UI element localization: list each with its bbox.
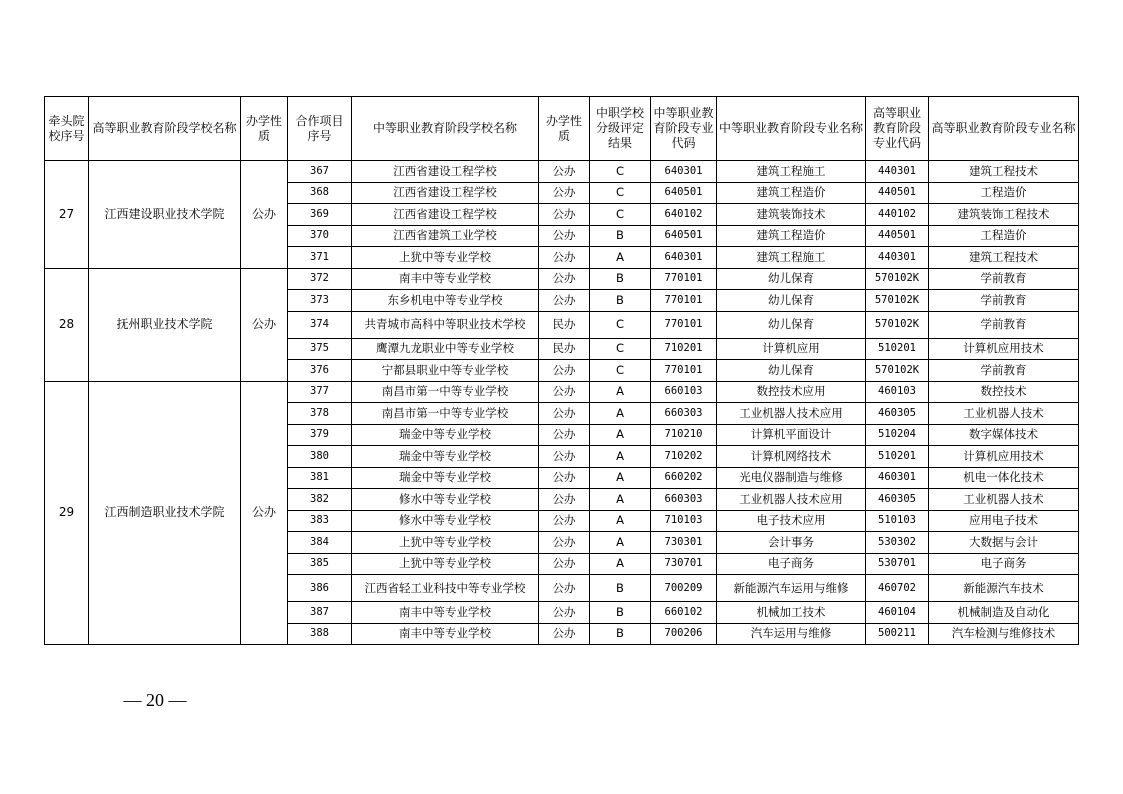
- secondary-school-nature-cell: 公办: [539, 532, 590, 554]
- higher-major-name-cell: 应用电子技术: [929, 510, 1079, 532]
- project-seq-cell: 378: [288, 403, 352, 425]
- project-seq-cell: 374: [288, 311, 352, 338]
- higher-major-code-cell: 440301: [866, 247, 929, 269]
- secondary-major-code-cell: 770101: [651, 268, 717, 290]
- project-seq-cell: 383: [288, 510, 352, 532]
- grade-result-cell: A: [590, 553, 651, 575]
- secondary-school-name-cell: 江西省建筑工业学校: [352, 225, 539, 247]
- secondary-school-nature-cell: 民办: [539, 311, 590, 338]
- lead-college-seq-cell: 28: [45, 268, 89, 381]
- project-seq-cell: 368: [288, 182, 352, 204]
- project-seq-cell: 377: [288, 381, 352, 403]
- secondary-school-nature-cell: 公办: [539, 403, 590, 425]
- secondary-school-name-cell: 南昌市第一中等专业学校: [352, 381, 539, 403]
- secondary-major-code-cell: 640501: [651, 182, 717, 204]
- secondary-major-code-cell: 710210: [651, 424, 717, 446]
- higher-major-name-cell: 新能源汽车技术: [929, 575, 1079, 602]
- higher-major-code-cell: 530302: [866, 532, 929, 554]
- project-seq-cell: 379: [288, 424, 352, 446]
- secondary-school-nature-cell: 公办: [539, 424, 590, 446]
- project-seq-cell: 367: [288, 161, 352, 183]
- grade-result-cell: B: [590, 268, 651, 290]
- higher-major-code-cell: 440501: [866, 225, 929, 247]
- higher-major-code-cell: 510103: [866, 510, 929, 532]
- higher-major-code-cell: 460103: [866, 381, 929, 403]
- secondary-school-nature-cell: 公办: [539, 381, 590, 403]
- grade-result-cell: A: [590, 446, 651, 468]
- project-seq-cell: 380: [288, 446, 352, 468]
- secondary-major-name-cell: 建筑工程施工: [717, 161, 866, 183]
- secondary-major-code-cell: 640102: [651, 204, 717, 226]
- secondary-major-name-cell: 建筑装饰技术: [717, 204, 866, 226]
- secondary-major-code-cell: 710201: [651, 338, 717, 360]
- grade-result-cell: A: [590, 247, 651, 269]
- header-lead-college-seq: 牵头院校序号: [45, 97, 89, 161]
- secondary-school-nature-cell: 公办: [539, 602, 590, 624]
- higher-major-code-cell: 440102: [866, 204, 929, 226]
- project-seq-cell: 375: [288, 338, 352, 360]
- secondary-school-nature-cell: 公办: [539, 510, 590, 532]
- higher-major-name-cell: 数字媒体技术: [929, 424, 1079, 446]
- project-seq-cell: 371: [288, 247, 352, 269]
- secondary-major-name-cell: 电子商务: [717, 553, 866, 575]
- higher-major-code-cell: 460301: [866, 467, 929, 489]
- higher-major-code-cell: 570102K: [866, 290, 929, 312]
- higher-major-name-cell: 建筑工程技术: [929, 247, 1079, 269]
- project-seq-cell: 370: [288, 225, 352, 247]
- higher-major-code-cell: 440501: [866, 182, 929, 204]
- project-seq-cell: 376: [288, 360, 352, 382]
- grade-result-cell: A: [590, 532, 651, 554]
- header-higher-major-name: 高等职业教育阶段专业名称: [929, 97, 1079, 161]
- secondary-school-name-cell: 鹰潭九龙职业中等专业学校: [352, 338, 539, 360]
- secondary-school-name-cell: 共青城市高科中等职业技术学校: [352, 311, 539, 338]
- higher-major-name-cell: 学前教育: [929, 311, 1079, 338]
- grade-result-cell: B: [590, 225, 651, 247]
- secondary-school-name-cell: 南昌市第一中等专业学校: [352, 403, 539, 425]
- secondary-school-name-cell: 南丰中等专业学校: [352, 623, 539, 645]
- project-seq-cell: 387: [288, 602, 352, 624]
- secondary-major-name-cell: 建筑工程施工: [717, 247, 866, 269]
- grade-result-cell: C: [590, 360, 651, 382]
- higher-major-name-cell: 建筑装饰工程技术: [929, 204, 1079, 226]
- secondary-school-name-cell: 修水中等专业学校: [352, 510, 539, 532]
- secondary-school-name-cell: 瑞金中等专业学校: [352, 446, 539, 468]
- secondary-major-code-cell: 660102: [651, 602, 717, 624]
- secondary-major-name-cell: 幼儿保育: [717, 311, 866, 338]
- secondary-school-name-cell: 南丰中等专业学校: [352, 602, 539, 624]
- secondary-school-nature-cell: 公办: [539, 575, 590, 602]
- table-row: [45, 268, 1079, 290]
- project-seq-cell: 382: [288, 489, 352, 511]
- secondary-major-name-cell: 工业机器人技术应用: [717, 489, 866, 511]
- secondary-school-name-cell: 东乡机电中等专业学校: [352, 290, 539, 312]
- header-higher-major-code: 高等职业教育阶段专业代码: [866, 97, 929, 161]
- secondary-major-code-cell: 660202: [651, 467, 717, 489]
- project-seq-cell: 369: [288, 204, 352, 226]
- grade-result-cell: B: [590, 623, 651, 645]
- higher-school-name-cell: 江西制造职业技术学院: [89, 381, 241, 645]
- secondary-major-code-cell: 730301: [651, 532, 717, 554]
- secondary-school-name-cell: 上犹中等专业学校: [352, 532, 539, 554]
- higher-school-name-cell: 抚州职业技术学院: [89, 268, 241, 381]
- grade-result-cell: A: [590, 489, 651, 511]
- secondary-school-nature-cell: 公办: [539, 290, 590, 312]
- header-secondary-school-nature: 办学性质: [539, 97, 590, 161]
- grade-result-cell: B: [590, 290, 651, 312]
- project-seq-cell: 381: [288, 467, 352, 489]
- grade-result-cell: C: [590, 338, 651, 360]
- higher-major-code-cell: 460305: [866, 403, 929, 425]
- higher-major-name-cell: 工程造价: [929, 182, 1079, 204]
- higher-major-code-cell: 440301: [866, 161, 929, 183]
- secondary-major-code-cell: 660303: [651, 403, 717, 425]
- higher-major-code-cell: 460305: [866, 489, 929, 511]
- project-seq-cell: 372: [288, 268, 352, 290]
- secondary-school-nature-cell: 公办: [539, 268, 590, 290]
- secondary-school-name-cell: 江西省建设工程学校: [352, 161, 539, 183]
- grade-result-cell: A: [590, 424, 651, 446]
- grade-result-cell: C: [590, 182, 651, 204]
- grade-result-cell: A: [590, 510, 651, 532]
- secondary-school-nature-cell: 公办: [539, 360, 590, 382]
- grade-result-cell: C: [590, 204, 651, 226]
- higher-major-name-cell: 计算机应用技术: [929, 446, 1079, 468]
- header-higher-school-name: 高等职业教育阶段学校名称: [89, 97, 241, 161]
- project-seq-cell: 388: [288, 623, 352, 645]
- secondary-major-name-cell: 计算机应用: [717, 338, 866, 360]
- project-seq-cell: 373: [288, 290, 352, 312]
- page-number: — 20 —: [123, 690, 187, 710]
- grade-result-cell: B: [590, 575, 651, 602]
- higher-major-name-cell: 数控技术: [929, 381, 1079, 403]
- secondary-major-code-cell: 640501: [651, 225, 717, 247]
- secondary-major-name-cell: 光电仪器制造与维修: [717, 467, 866, 489]
- project-seq-cell: 384: [288, 532, 352, 554]
- secondary-major-name-cell: 计算机平面设计: [717, 424, 866, 446]
- secondary-major-name-cell: 机械加工技术: [717, 602, 866, 624]
- secondary-school-name-cell: 上犹中等专业学校: [352, 247, 539, 269]
- secondary-school-nature-cell: 公办: [539, 467, 590, 489]
- higher-major-name-cell: 工程造价: [929, 225, 1079, 247]
- higher-major-code-cell: 460104: [866, 602, 929, 624]
- grade-result-cell: A: [590, 467, 651, 489]
- lead-college-seq-cell: 29: [45, 381, 89, 645]
- header-higher-school-nature: 办学性质: [241, 97, 288, 161]
- higher-major-code-cell: 510201: [866, 338, 929, 360]
- higher-major-code-cell: 510201: [866, 446, 929, 468]
- grade-result-cell: C: [590, 311, 651, 338]
- header-secondary-major-code: 中等职业教育阶段专业代码: [651, 97, 717, 161]
- secondary-major-code-cell: 640301: [651, 247, 717, 269]
- secondary-school-nature-cell: 公办: [539, 204, 590, 226]
- header-row: [45, 97, 1079, 161]
- secondary-major-code-cell: 640301: [651, 161, 717, 183]
- header-grade-result: 中职学校分级评定结果: [590, 97, 651, 161]
- higher-major-code-cell: 460702: [866, 575, 929, 602]
- secondary-school-name-cell: 宁都县职业中等专业学校: [352, 360, 539, 382]
- higher-major-name-cell: 学前教育: [929, 290, 1079, 312]
- project-seq-cell: 386: [288, 575, 352, 602]
- higher-major-name-cell: 建筑工程技术: [929, 161, 1079, 183]
- header-secondary-major-name: 中等职业教育阶段专业名称: [717, 97, 866, 161]
- secondary-major-name-cell: 幼儿保育: [717, 268, 866, 290]
- higher-major-code-cell: 500211: [866, 623, 929, 645]
- lead-college-seq-cell: 27: [45, 161, 89, 269]
- cooperation-projects-table: [44, 96, 1079, 645]
- secondary-school-nature-cell: 公办: [539, 182, 590, 204]
- secondary-school-name-cell: 江西省建设工程学校: [352, 204, 539, 226]
- secondary-school-name-cell: 瑞金中等专业学校: [352, 424, 539, 446]
- higher-school-nature-cell: 公办: [241, 161, 288, 269]
- higher-school-name-cell: 江西建设职业技术学院: [89, 161, 241, 269]
- secondary-major-code-cell: 730701: [651, 553, 717, 575]
- higher-major-name-cell: 机电一体化技术: [929, 467, 1079, 489]
- secondary-major-code-cell: 660103: [651, 381, 717, 403]
- secondary-school-name-cell: 南丰中等专业学校: [352, 268, 539, 290]
- higher-major-name-cell: 学前教育: [929, 268, 1079, 290]
- secondary-school-nature-cell: 公办: [539, 553, 590, 575]
- secondary-school-nature-cell: 公办: [539, 623, 590, 645]
- header-project-seq: 合作项目序号: [288, 97, 352, 161]
- higher-major-code-cell: 510204: [866, 424, 929, 446]
- secondary-school-name-cell: 修水中等专业学校: [352, 489, 539, 511]
- higher-major-name-cell: 电子商务: [929, 553, 1079, 575]
- higher-major-name-cell: 大数据与会计: [929, 532, 1079, 554]
- secondary-major-name-cell: 工业机器人技术应用: [717, 403, 866, 425]
- secondary-major-code-cell: 770101: [651, 290, 717, 312]
- secondary-major-code-cell: 710103: [651, 510, 717, 532]
- higher-school-nature-cell: 公办: [241, 381, 288, 645]
- secondary-major-name-cell: 新能源汽车运用与维修: [717, 575, 866, 602]
- secondary-major-name-cell: 会计事务: [717, 532, 866, 554]
- secondary-major-code-cell: 700206: [651, 623, 717, 645]
- secondary-major-code-cell: 660303: [651, 489, 717, 511]
- grade-result-cell: A: [590, 381, 651, 403]
- secondary-major-code-cell: 770101: [651, 360, 717, 382]
- secondary-major-code-cell: 770101: [651, 311, 717, 338]
- table-body: [45, 161, 1079, 645]
- project-seq-cell: 385: [288, 553, 352, 575]
- higher-major-code-cell: 530701: [866, 553, 929, 575]
- secondary-major-name-cell: 数控技术应用: [717, 381, 866, 403]
- secondary-school-nature-cell: 公办: [539, 247, 590, 269]
- higher-major-name-cell: 机械制造及自动化: [929, 602, 1079, 624]
- secondary-major-code-cell: 710202: [651, 446, 717, 468]
- secondary-major-code-cell: 700209: [651, 575, 717, 602]
- table-row: [45, 161, 1079, 183]
- secondary-major-name-cell: 计算机网络技术: [717, 446, 866, 468]
- higher-school-nature-cell: 公办: [241, 268, 288, 381]
- secondary-school-name-cell: 江西省建设工程学校: [352, 182, 539, 204]
- secondary-school-name-cell: 瑞金中等专业学校: [352, 467, 539, 489]
- secondary-major-name-cell: 建筑工程造价: [717, 182, 866, 204]
- higher-major-code-cell: 570102K: [866, 360, 929, 382]
- secondary-major-name-cell: 汽车运用与维修: [717, 623, 866, 645]
- secondary-school-nature-cell: 公办: [539, 225, 590, 247]
- secondary-major-name-cell: 建筑工程造价: [717, 225, 866, 247]
- higher-major-code-cell: 570102K: [866, 311, 929, 338]
- secondary-school-nature-cell: 公办: [539, 489, 590, 511]
- higher-major-name-cell: 学前教育: [929, 360, 1079, 382]
- grade-result-cell: C: [590, 161, 651, 183]
- secondary-major-name-cell: 电子技术应用: [717, 510, 866, 532]
- grade-result-cell: B: [590, 602, 651, 624]
- secondary-school-nature-cell: 公办: [539, 161, 590, 183]
- higher-major-name-cell: 工业机器人技术: [929, 489, 1079, 511]
- higher-major-name-cell: 工业机器人技术: [929, 403, 1079, 425]
- higher-major-name-cell: 汽车检测与维修技术: [929, 623, 1079, 645]
- secondary-major-name-cell: 幼儿保育: [717, 360, 866, 382]
- header-secondary-school-name: 中等职业教育阶段学校名称: [352, 97, 539, 161]
- secondary-school-name-cell: 江西省轻工业科技中等专业学校: [352, 575, 539, 602]
- grade-result-cell: A: [590, 403, 651, 425]
- higher-major-name-cell: 计算机应用技术: [929, 338, 1079, 360]
- secondary-major-name-cell: 幼儿保育: [717, 290, 866, 312]
- table-row: [45, 381, 1079, 403]
- secondary-school-nature-cell: 民办: [539, 338, 590, 360]
- secondary-school-name-cell: 上犹中等专业学校: [352, 553, 539, 575]
- higher-major-code-cell: 570102K: [866, 268, 929, 290]
- secondary-school-nature-cell: 公办: [539, 446, 590, 468]
